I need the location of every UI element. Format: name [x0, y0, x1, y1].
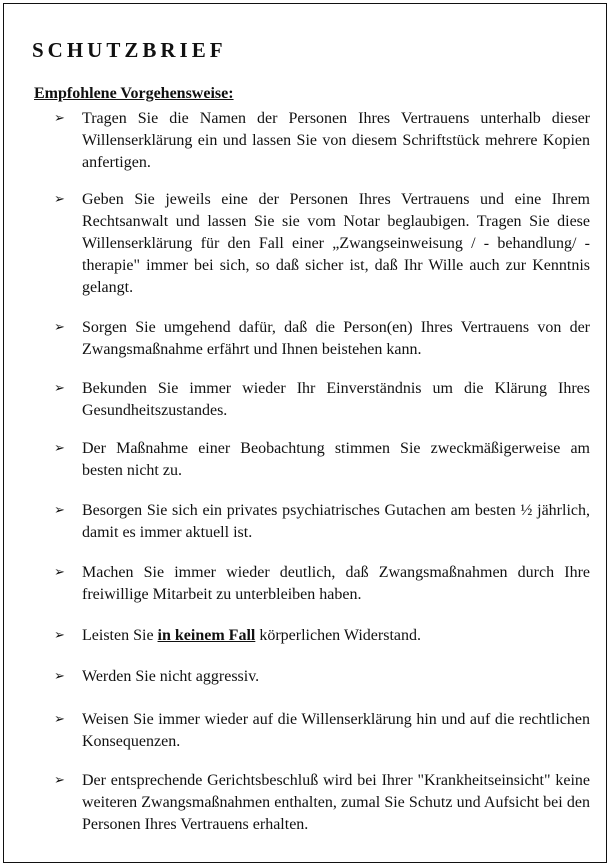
emphasis-text: in keinem Fall — [157, 627, 256, 644]
arrow-bullet-icon: ➢ — [54, 441, 65, 456]
arrow-bullet-icon: ➢ — [54, 381, 65, 396]
arrow-bullet-icon: ➢ — [54, 111, 65, 126]
list-item-text: Weisen Sie immer wieder auf die Willenserklärung hin und auf die rechtlichen Konsequenzen. — [82, 711, 590, 750]
arrow-bullet-icon: ➢ — [54, 320, 65, 335]
list-item-text: Der entsprechende Gerichtsbeschluß wird bei Ihrer "Krankheitseinsicht" keine weiteren Zwangsmaßnahmen enthalten, zumal Sie Schutz und Aufsicht bei den Personen Ihres Vertrauens erhalten. — [82, 772, 590, 833]
document-title: SCHUTZBRIEF — [32, 38, 227, 62]
arrow-bullet-icon: ➢ — [54, 192, 65, 207]
arrow-bullet-icon: ➢ — [54, 669, 65, 684]
list-item-text: Machen Sie immer wieder deutlich, daß Zwangsmaßnahmen durch Ihre freiwillige Mitarbeit zu unterbleiben haben. — [82, 564, 590, 603]
section-heading: Empfohlene Vorgehensweise: — [34, 85, 234, 102]
list-item-text: Bekunden Sie immer wieder Ihr Einverständnis um die Klärung Ihres Gesundheitszustandes. — [82, 380, 590, 419]
arrow-bullet-icon: ➢ — [54, 503, 65, 518]
arrow-bullet-icon: ➢ — [54, 773, 65, 788]
arrow-bullet-icon: ➢ — [54, 565, 65, 580]
list-item-text-end: körperlichen Widerstand. — [255, 627, 421, 644]
list-item-text: Werden Sie nicht aggressiv. — [82, 668, 260, 685]
list-item-text-start: Leisten Sie — [82, 627, 158, 644]
list-item-text — [82, 625, 590, 647]
list-item-text: Tragen Sie die Namen der Personen Ihres Vertrauens unterhalb dieser Willenserklärung ein und lassen Sie von diesem Schriftstück mehrere Kopien anfertigen. — [82, 110, 590, 171]
list-item-text: Der Maßnahme einer Beobachtung stimmen Sie zweckmäßigerweise am besten nicht zu. — [82, 440, 590, 479]
arrow-bullet-icon: ➢ — [54, 712, 65, 727]
arrow-bullet-icon: ➢ — [54, 628, 65, 643]
list-item-text: Besorgen Sie sich ein privates psychiatrisches Gutachen am besten ½ jährlich, damit es immer aktuell ist. — [82, 502, 590, 541]
list-item-text: Sorgen Sie umgehend dafür, daß die Person(en) Ihres Vertrauens von der Zwangsmaßnahme erfährt und Ihnen beistehen kann. — [82, 319, 590, 358]
list-item-text: Geben Sie jeweils eine der Personen Ihres Vertrauens und eine Ihrem Rechtsanwalt und lassen Sie sie vom Notar beglaubigen. Tragen Sie diese Willenserklärung für den Fall einer „Zwangseinweisung / - behandlung/ - therapie" immer bei sich, so daß sicher ist, daß Ihr Wille auch zur Kenntnis gelangt. — [82, 191, 590, 296]
document-page — [3, 3, 607, 863]
